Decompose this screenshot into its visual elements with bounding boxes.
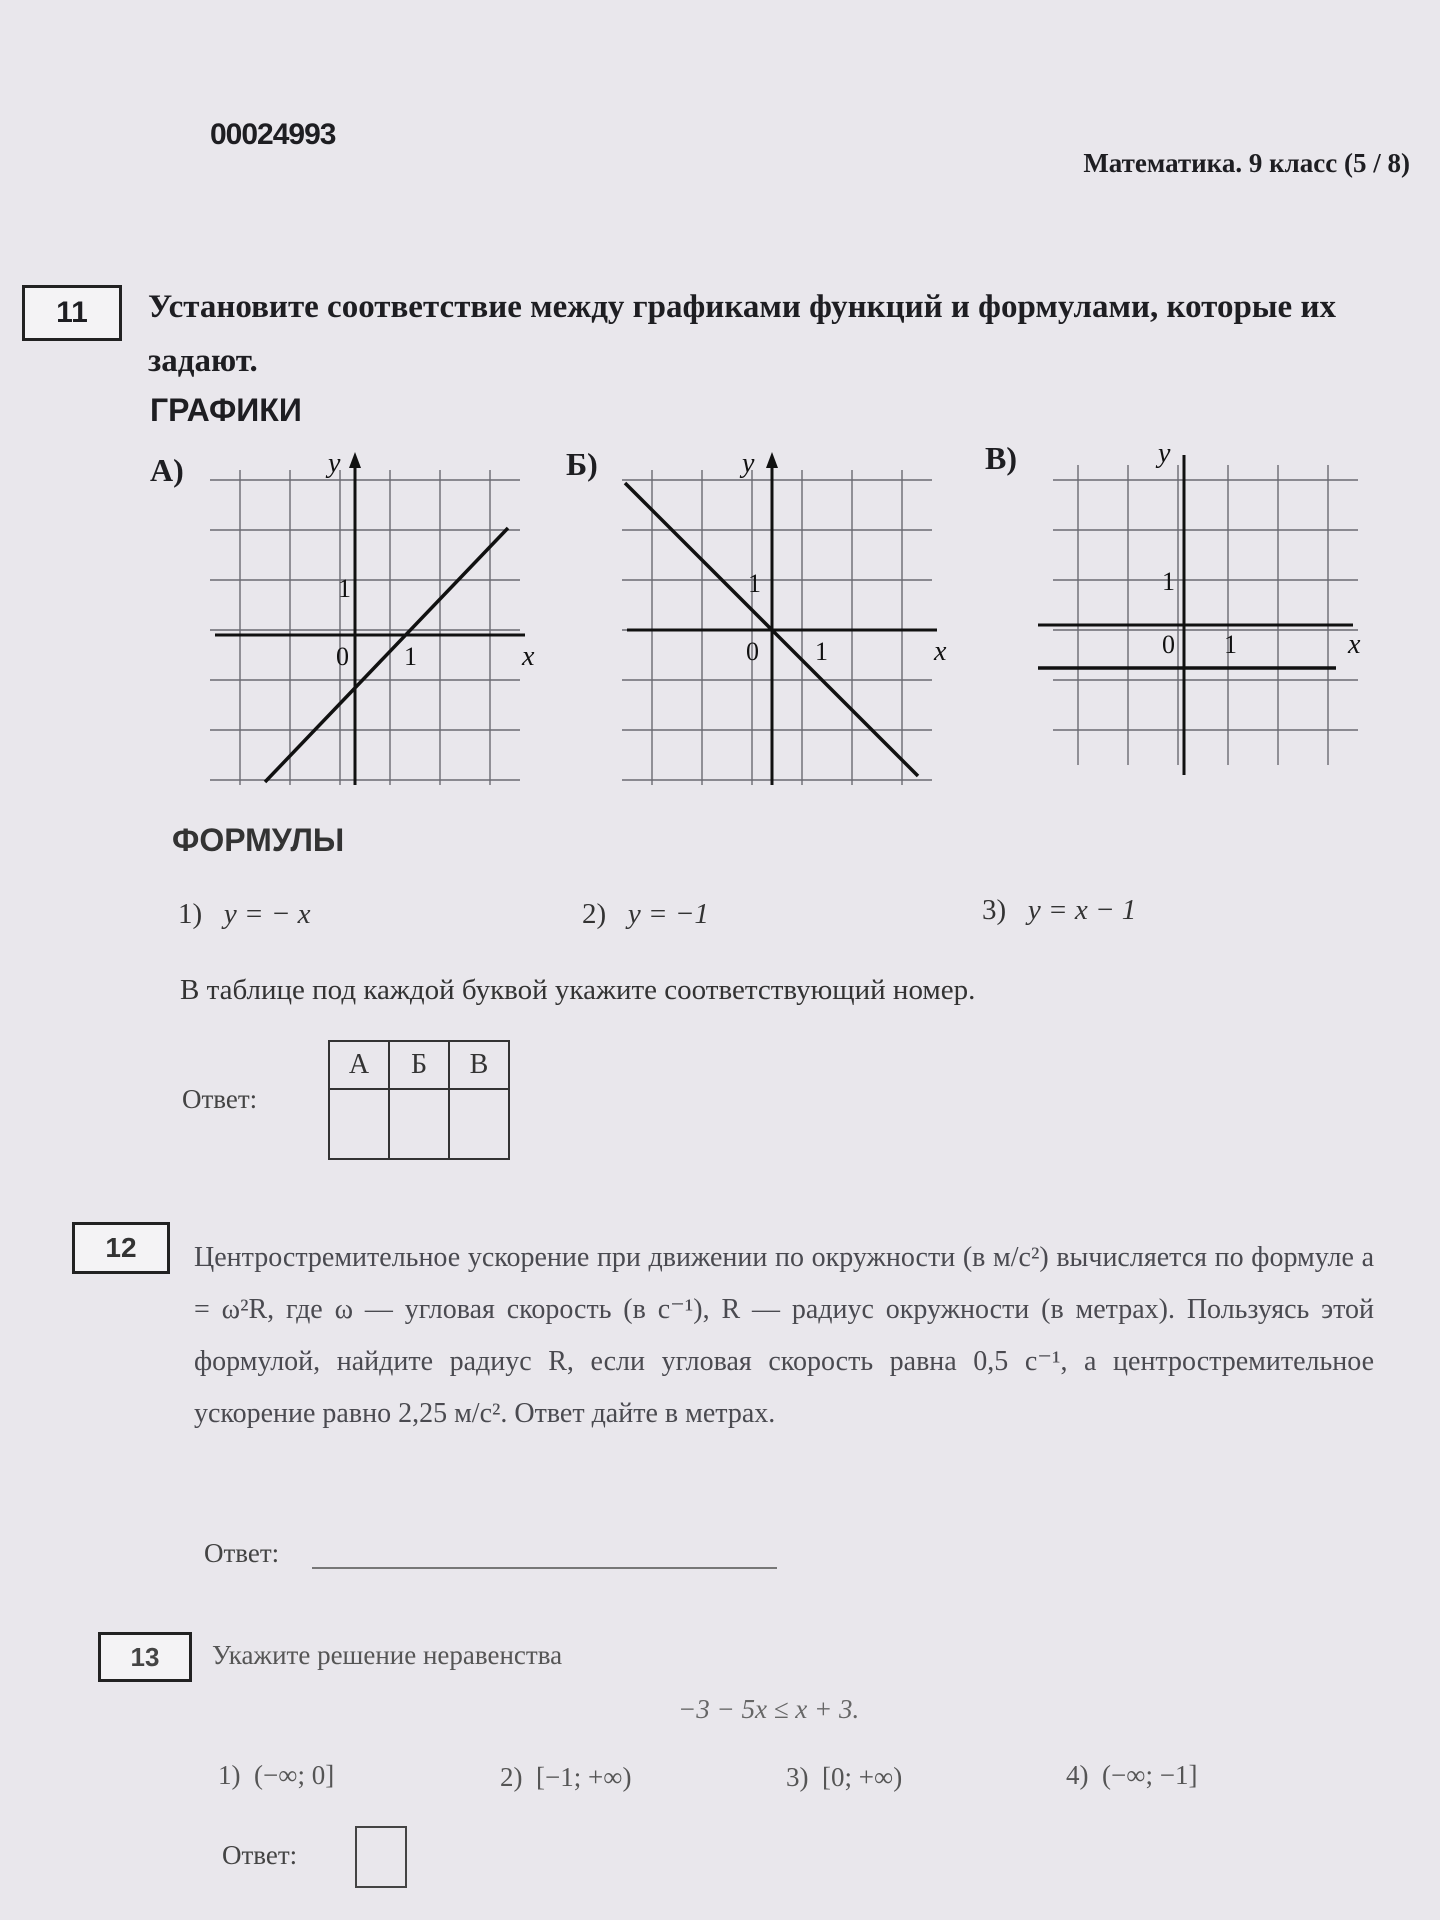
graph-v <box>1038 440 1373 780</box>
document-id: 00024993 <box>210 118 336 151</box>
formula-1-num: 1) <box>178 898 203 930</box>
question-13-text: Укажите решение неравенства <box>212 1640 563 1670</box>
graph-b-grid <box>622 470 932 785</box>
graph-a-grid <box>210 470 520 785</box>
question-number-11: 11 <box>22 285 122 341</box>
graph-b-x-label: x <box>934 636 947 667</box>
answer-cell-b[interactable] <box>389 1089 449 1159</box>
graph-a-one-y: 1 <box>338 574 351 603</box>
formula-2 <box>582 898 709 931</box>
graph-v-x-label: x <box>1348 629 1361 660</box>
q13-option-4 <box>1066 1760 1197 1791</box>
q13-option-2-expr: [−1; +∞) <box>536 1762 632 1792</box>
answer-header-v: В <box>449 1041 509 1089</box>
graph-a-y-label: y <box>328 450 341 479</box>
q13-option-3-num: 3) <box>786 1762 809 1792</box>
graph-v-one-y: 1 <box>1162 567 1175 596</box>
formula-3-expr: y = x − 1 <box>1027 894 1137 926</box>
graph-b-y-label: y <box>742 450 755 479</box>
formula-1-expr: y = − x <box>223 898 311 930</box>
q13-option-1-expr: (−∞; 0] <box>254 1760 335 1790</box>
formula-2-num: 2) <box>582 898 607 930</box>
q13-option-4-num: 4) <box>1066 1760 1089 1790</box>
q11-answer-table <box>328 1040 510 1160</box>
graph-b-zero: 0 <box>746 637 759 666</box>
question-13-inequality: −3 − 5x ≤ x + 3. <box>678 1694 860 1724</box>
graph-b-y-arrow <box>766 452 778 468</box>
q13-option-3 <box>786 1762 902 1793</box>
answer-header-a: А <box>329 1041 389 1089</box>
page-header: Математика. 9 класс (5 / 8) <box>1083 148 1410 178</box>
graph-a-x-label: x <box>522 641 535 672</box>
q13-option-3-expr: [0; +∞) <box>822 1762 903 1792</box>
question-number-12: 12 <box>72 1222 170 1274</box>
graph-label-b: Б) <box>566 446 598 482</box>
q12-answer-line[interactable] <box>312 1567 777 1569</box>
graph-a-one-x: 1 <box>404 642 417 671</box>
q13-option-2 <box>500 1762 631 1793</box>
graph-label-a: А) <box>150 452 184 488</box>
formulas-title: ФОРМУЛЫ <box>172 822 345 858</box>
question-number-13: 13 <box>98 1632 192 1682</box>
graph-b <box>622 450 952 790</box>
q11-answer-label: Ответ: <box>182 1084 258 1114</box>
answer-cell-v[interactable] <box>449 1089 509 1159</box>
graph-a-zero: 0 <box>336 642 349 671</box>
graph-v-zero: 0 <box>1162 630 1175 659</box>
graph-v-one-x: 1 <box>1224 630 1237 659</box>
graphs-title: ГРАФИКИ <box>150 392 302 428</box>
q13-answer-label: Ответ: <box>222 1840 298 1870</box>
graph-v-grid <box>1053 465 1358 765</box>
graph-v-y-label: y <box>1158 440 1171 469</box>
formula-3 <box>982 894 1136 927</box>
answer-cell-a[interactable] <box>329 1089 389 1159</box>
formula-3-num: 3) <box>982 894 1007 926</box>
q13-option-1 <box>218 1760 334 1791</box>
graph-a <box>210 450 540 790</box>
q13-answer-box[interactable] <box>355 1826 407 1888</box>
graph-a-y-arrow <box>349 452 361 468</box>
formula-2-expr: y = −1 <box>627 898 709 930</box>
table-instruction: В таблице под каждой буквой укажите соответствующий номер. <box>180 974 976 1006</box>
q13-option-4-expr: (−∞; −1] <box>1102 1760 1198 1790</box>
graph-a-line <box>265 528 508 782</box>
q12-answer-label: Ответ: <box>204 1538 280 1568</box>
q13-option-1-num: 1) <box>218 1760 241 1790</box>
question-12-text: Центростремительное ускорение при движении по окружности (в м/с²) вычисляется по формуле a = ω²R, где ω — угловая скорость (в с⁻¹), R — радиус окружности (в метрах). Пользуясь этой формулой, найдите радиус R, если угловая скорость равна 0,5 с⁻¹, а центростремительное ускорение равно 2,25 м/с². Ответ дайте в метрах. <box>194 1242 1374 1429</box>
formula-1 <box>178 898 311 931</box>
graph-b-one-y: 1 <box>748 569 761 598</box>
question-11-text: Установите соответствие между графиками функций и формулами, которые их задают. <box>148 289 1336 379</box>
graph-b-one-x: 1 <box>815 637 828 666</box>
answer-header-b: Б <box>389 1041 449 1089</box>
graph-label-v: В) <box>985 440 1017 476</box>
q13-option-2-num: 2) <box>500 1762 523 1792</box>
